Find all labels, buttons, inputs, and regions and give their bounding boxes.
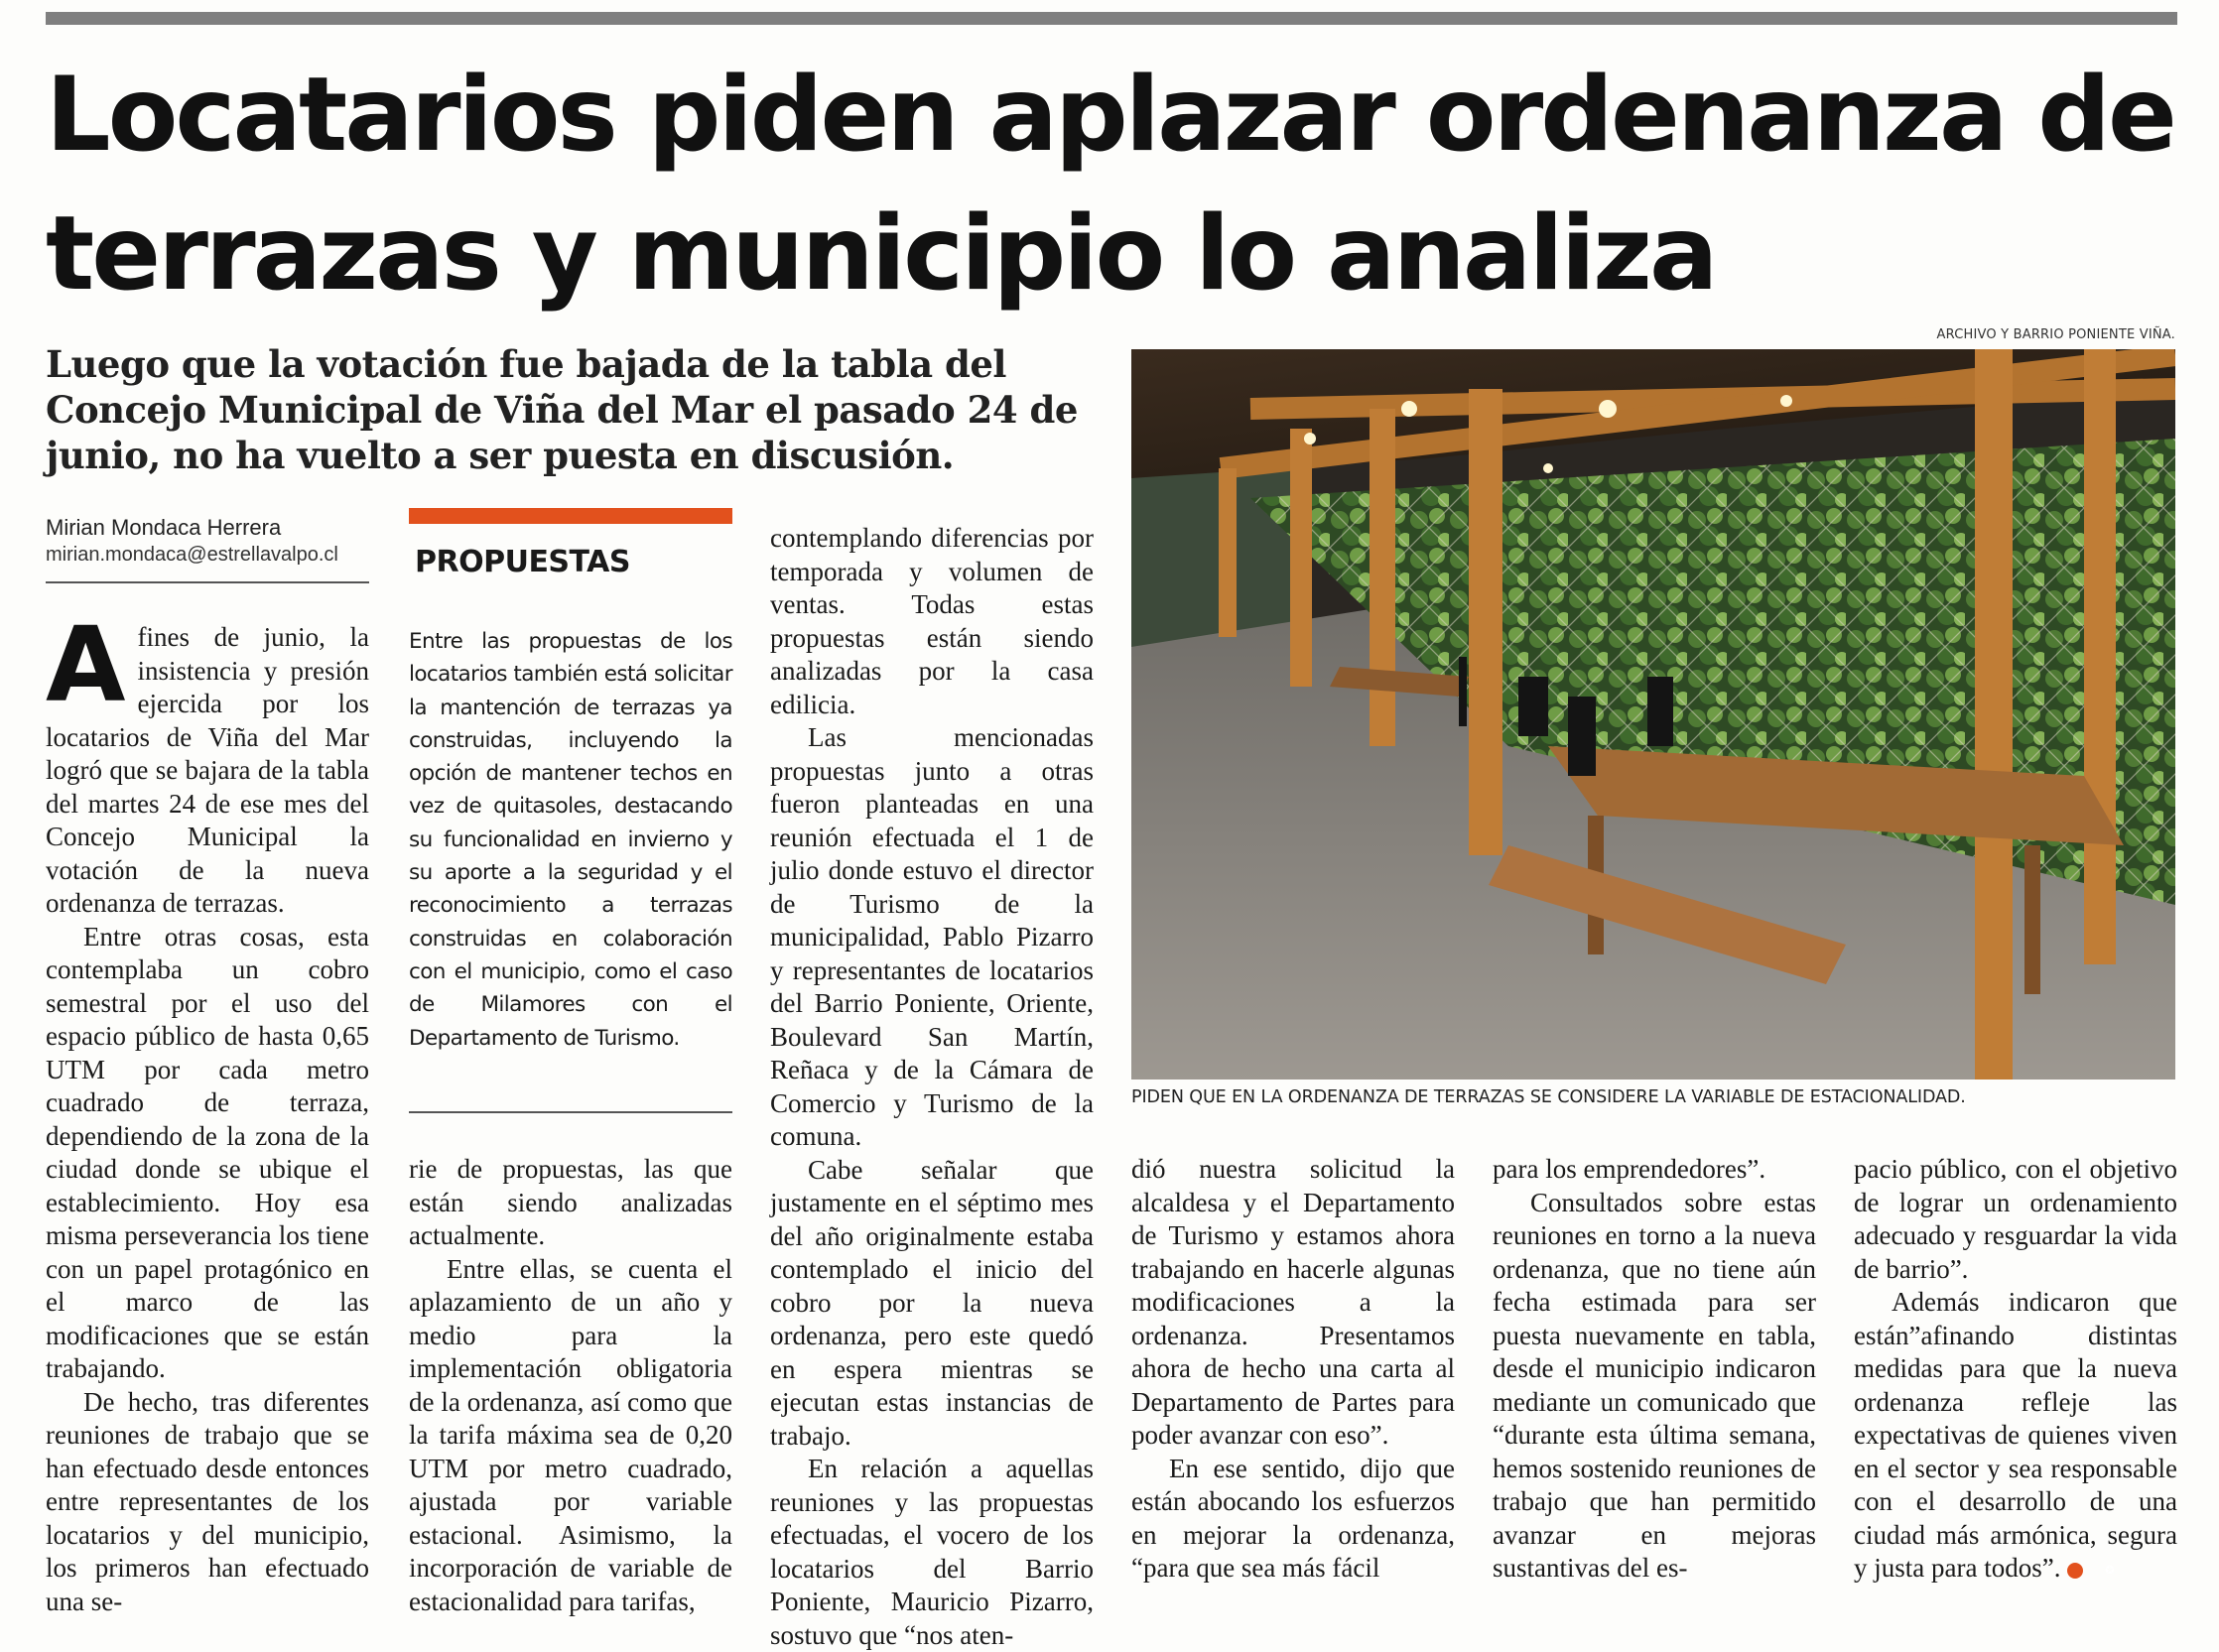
body-paragraph: Afines de junio, la insistencia y presión ejercida por los locatarios de Viña del Mar logró que se bajara de la tabla del martes 24 de ese mes del Concejo Municipal la votación de la nueva ordenanza de terrazas.: [46, 604, 369, 918]
body-column-5: [1493, 1153, 1816, 1586]
author-email: mirian.mondaca@estrellavalpo.cl: [46, 544, 338, 566]
top-rule: [46, 12, 2177, 25]
photo-credit: ARCHIVO Y BARRIO PONIENTE VIÑA.: [1936, 327, 2175, 342]
drop-cap: A: [46, 604, 126, 725]
body-paragraph: dió nuestra solicitud la alcaldesa y el Departamento de Turismo y estamos ahora trabajando en hacerle algunas modificaciones a la ordenanza. Presentamos ahora de hecho una carta al Departamento de Partes para poder avanzar con eso”.: [1131, 1154, 1455, 1450]
body-paragraph: Consultados sobre estas reuniones en torno a la nueva ordenanza, que no tiene aún fecha estimada para ser puesta nuevamente en tabla, desde el municipio indicaron mediante un comunicado que “durante esta última semana, hemos sostenido reuniones de trabajo que han permitido avanzar en mejoras sustantivas del es-: [1493, 1187, 1816, 1583]
photo-caption: PIDEN QUE EN LA ORDENANZA DE TERRAZAS SE CONSIDERE LA VARIABLE DE ESTACIONALIDAD.: [1131, 1087, 1966, 1107]
byline: [46, 514, 369, 568]
end-mark-icon: ✪: [2067, 1563, 2083, 1579]
body-paragraph: para los emprendedores”.: [1493, 1154, 1766, 1184]
body-paragraph: En relación a aquellas reuniones y las propuestas efectuadas, el vocero de los locatarios del Barrio Poniente, Mauricio Pizarro, sostuvo que “nos aten-: [770, 1454, 1094, 1650]
deck: Luego que la votación fue bajada de la tabla del Concejo Municipal de Viña del Mar el pasado 24 de junio, no ha vuelto a ser puesta en discusión.: [46, 342, 1078, 477]
byline-rule: [46, 581, 369, 583]
body-paragraph: Entre otras cosas, esta contemplaba un cobro semestral por el uso del espacio público de hasta 0,65 UTM por cada metro cuadrado de terraza, dependiendo de la zona de la ciudad donde se ubique el establecimiento. Hoy esa misma perseverancia los tiene con un papel protagónico en el marco de las modificaciones que se están trabajando.: [46, 921, 369, 1383]
sidebar-accent-bar: [409, 508, 732, 524]
sidebar-text: Entre las propuestas de los locatarios también está solicitar la mantención de terrazas ya construidas, incluyendo la opción de mantener techos en vez de quitasoles, destacando su funcionalidad en invierno y su aporte a la seguridad y el reconocimiento a terrazas construidas en colaboración con el municipio, como el caso de Milamores con el Departamento de Turismo.: [409, 629, 732, 1051]
body-column-3: [770, 522, 1094, 1652]
body-paragraph: Entre ellas, se cuenta el aplazamiento de un año y medio para la implementación obligatoria de la ordenanza, así como que la tarifa máxima sea de 0,20 UTM por metro cuadrado, ajustada por variable estacional. Asimismo, la incorporación de variable de estacionalidad para tarifas,: [409, 1253, 732, 1616]
body-column-2: [409, 1153, 732, 1618]
body-paragraph: Además indicaron que están”afinando distintas medidas para que la nueva ordenanza refleje las expectativas de quienes viven en el sector y sea responsable con el desarrollo de una ciudad más armónica, segura y justa para todos”. ✪: [1854, 1287, 2177, 1583]
body-paragraph: contemplando diferencias por temporada y volumen de ventas. Todas estas propuestas están siendo analizadas por la casa edilicia.: [770, 523, 1094, 719]
terrace-photo: [1131, 349, 2175, 1080]
body-paragraph: pacio público, con el objetivo de lograr un ordenamiento adecuado y resguardar la vida de barrio”.: [1854, 1154, 2177, 1284]
body-column-4: [1131, 1153, 1455, 1586]
body-paragraph: Las mencionadas propuestas junto a otras fueron planteadas en una reunión efectuada el 1 de julio donde estuvo el director de Turismo de la municipalidad, Pablo Pizarro y representantes de locatarios del Barrio Poniente, Oriente, Boulevard San Martín, Reñaca y de la Cámara de Comercio y Turismo de la comuna.: [770, 722, 1094, 1151]
body-column-1: [46, 604, 369, 1618]
sidebar-title: PROPUESTAS: [415, 545, 630, 579]
body-paragraph: rie de propuestas, las que están siendo analizadas actualmente.: [409, 1154, 732, 1250]
body-column-6: [1854, 1153, 2177, 1586]
terrace-illustration: [1131, 349, 2175, 1080]
sidebar-bottom-rule: [409, 1111, 732, 1113]
body-paragraph: Cabe señalar que justamente en el séptimo mes del año originalmente estaba contemplado el inicio del cobro por la nueva ordenanza, pero este quedó en espera mientras se ejecutan estas instancias de trabajo.: [770, 1154, 1094, 1451]
body-paragraph: En ese sentido, dijo que están abocando los esfuerzos en mejorar la ordenanza, “para que sea más fácil: [1131, 1453, 1455, 1583]
headline: Locatarios piden aplazar ordenanza de terrazas y municipio lo analiza: [46, 56, 2174, 314]
body-paragraph: De hecho, tras diferentes reuniones de trabajo que se han efectuado desde entonces entre representantes de los locatarios y del municipio, los primeros han efectuado una se-: [46, 1386, 369, 1616]
author-name: Mirian Mondaca Herrera: [46, 515, 282, 540]
